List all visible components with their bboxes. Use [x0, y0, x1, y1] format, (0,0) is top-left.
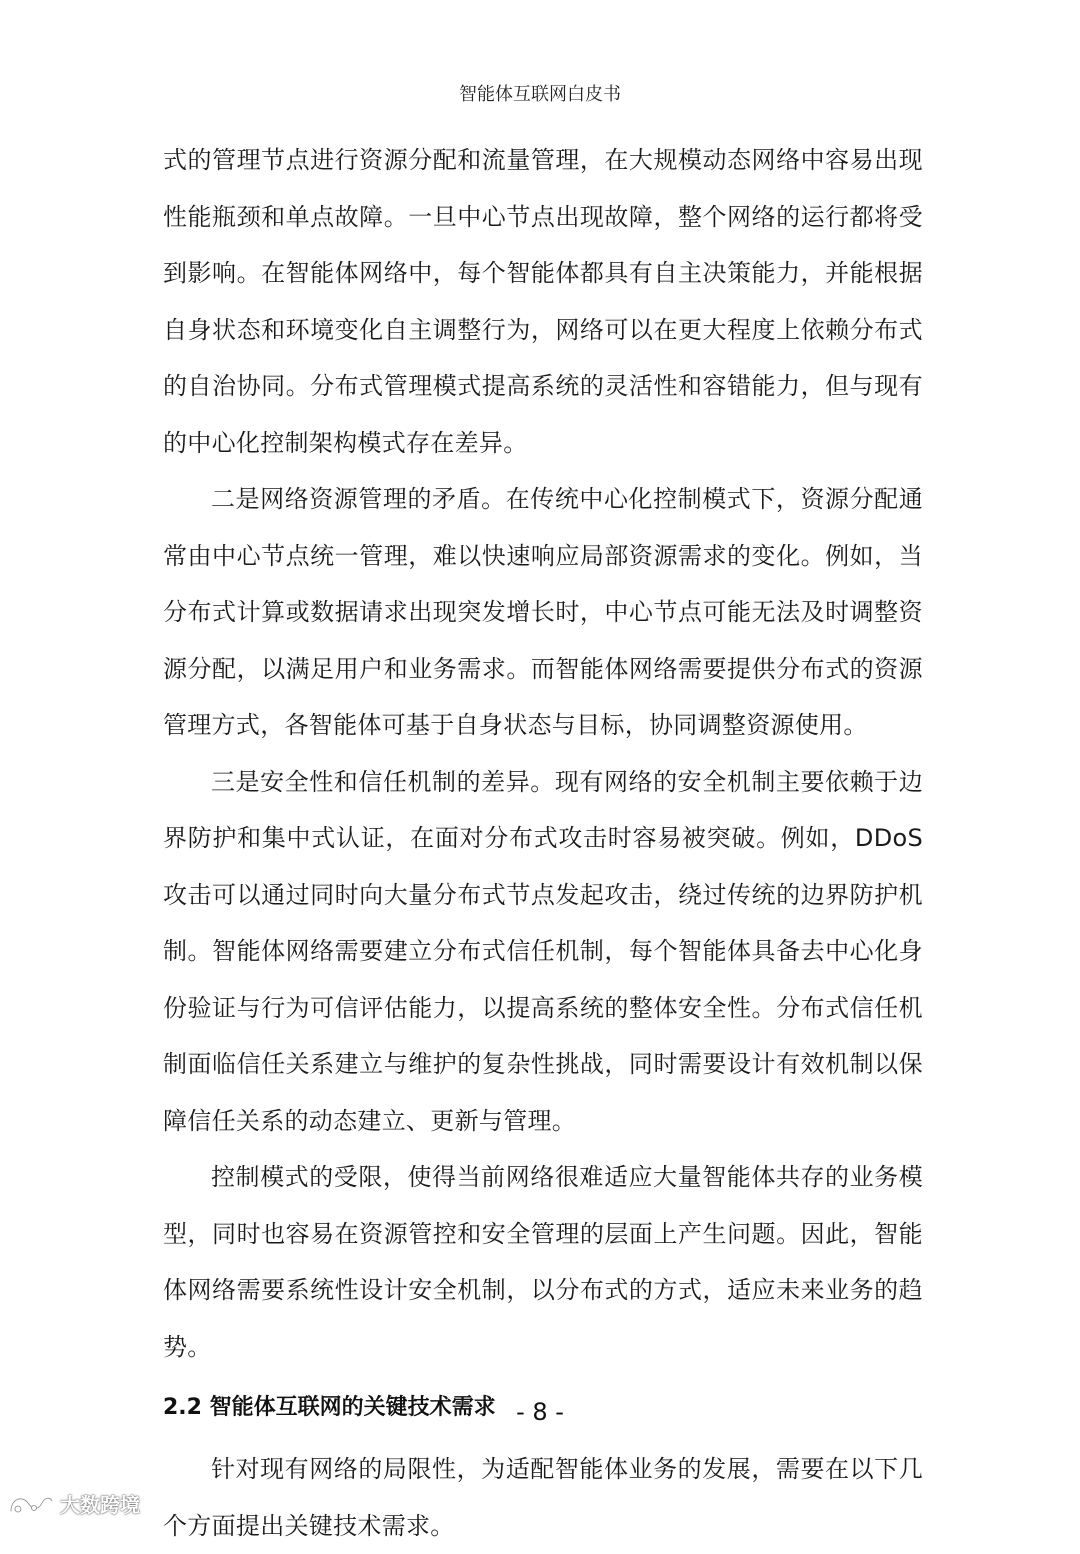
page-header: 智能体互联网白皮书 — [459, 84, 621, 105]
paragraph-5: 针对现有网络的局限性，为适配智能体业务的发展，需要在以下几个方面提出关键技术需求。 — [163, 1455, 923, 1540]
section-heading: 2.2 智能体互联网的关键技术需求 — [163, 1395, 496, 1420]
paragraph-1: 式的管理节点进行资源分配和流量管理，在大规模动态网络中容易出现性能瓶颈和单点故障。一旦中心节点出现故障，整个网络的运行都将受到影响。在智能体网络中，每个智能体都具有自主决策能力，并能根据自身状态和环境变化自主调整行为，网络可以在更大程度上依赖分布式的自治协同。分布式管理模式提高系统的灵活性和容错能力，但与现有的中心化控制架构模式存在差异。 — [163, 146, 923, 457]
paragraph-2: 二是网络资源管理的矛盾。在传统中心化控制模式下，资源分配通常由中心节点统一管理，难以快速响应局部资源需求的变化。例如，当分布式计算或数据请求出现突发增长时，中心节点可能无法及时调整资源分配，以满足用户和业务需求。而智能体网络需要提供分布式的资源管理方式，各智能体可基于自身状态与目标，协同调整资源使用。 — [163, 485, 923, 739]
page-number: - 8 - — [516, 1398, 564, 1426]
document-body — [163, 132, 923, 1554]
watermark-text: 大数跨境 — [60, 1493, 140, 1517]
paragraph-3: 三是安全性和信任机制的差异。现有网络的安全机制主要依赖于边界防护和集中式认证，在面对分布式攻击时容易被突破。例如，DDoS 攻击可以通过同时向大量分布式节点发起攻击，绕过传统的边界防护机制。智能体网络需要建立分布式信任机制，每个智能体具备去中心化身份验证与行为可信评估能力，以提高系统的整体安全性。分布式信任机制面临信任关系建立与维护的复杂性挑战，同时需要设计有效机制以保障信任关系的动态建立、更新与管理。 — [163, 767, 923, 1135]
logo-icon — [8, 1491, 54, 1517]
watermark — [8, 1489, 140, 1518]
paragraph-4: 控制模式的受限，使得当前网络很难适应大量智能体共存的业务模型，同时也容易在资源管控和安全管理的层面上产生问题。因此，智能体网络需要系统性设计安全机制，以分布式的方式，适应未来业务的趋势。 — [163, 1163, 923, 1361]
